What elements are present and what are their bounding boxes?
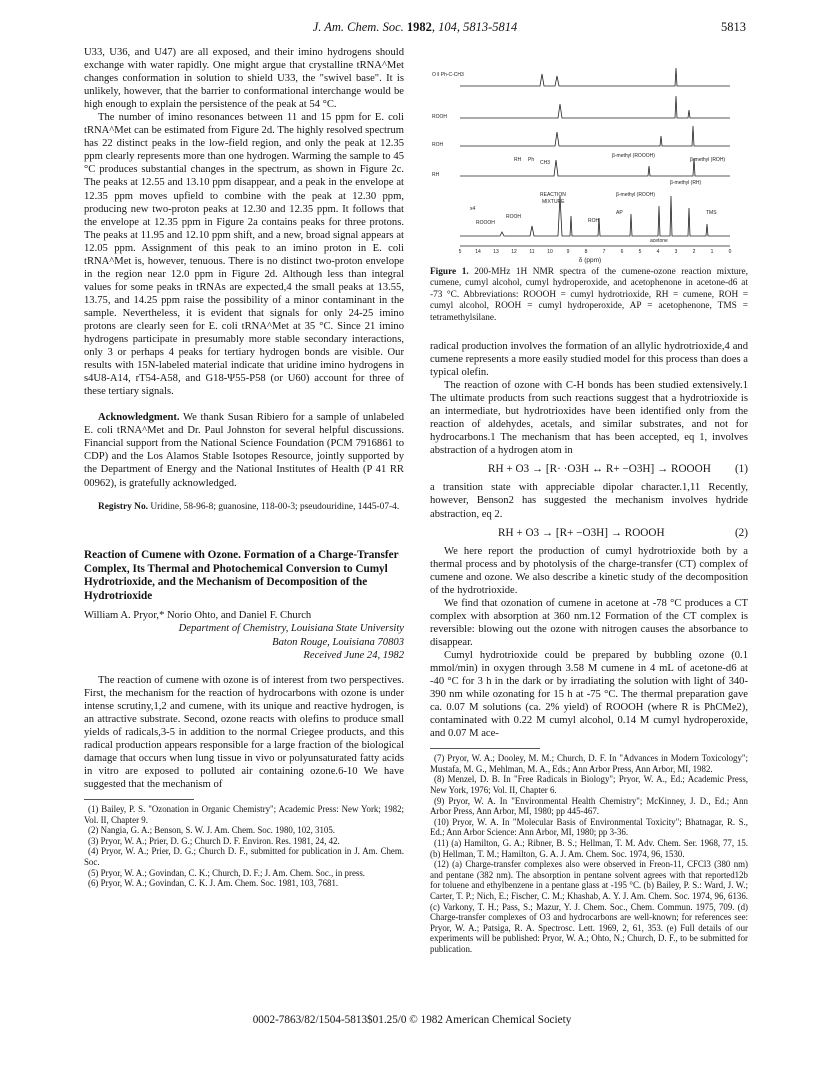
annotation-rh: RH	[514, 157, 522, 163]
trace-label-rh: RH	[432, 172, 440, 178]
annotation-rooooh: ROOOH	[476, 220, 495, 226]
page-number: 5813	[721, 20, 746, 34]
footnote: (6) Pryor, W. A.; Govindan, C. K. J. Am. Chem. Soc. 1981, 103, 7681.	[88, 878, 339, 889]
annotation-acetone: acetone	[650, 238, 668, 244]
registry-numbers	[84, 502, 404, 514]
equation-2	[430, 525, 748, 541]
annotation-reaction: REACTION	[540, 192, 566, 198]
trace-label-acetophenone: O ‖ Ph-C-CH3	[432, 72, 464, 78]
annotation-rooh: ROOH	[506, 214, 521, 220]
running-header	[84, 20, 746, 40]
spectrum-trace-acetophenone	[460, 68, 730, 86]
page-footer: 0002-7863/82/1504-5813$01.25/0 © 1982 American Chemical Society	[252, 1014, 572, 1026]
x-axis-label: δ (ppm)	[578, 257, 602, 264]
x-tick-label: 4	[656, 249, 660, 255]
paragraph: U33, U36, and U47) are all exposed, and their imino hydrogens should exchange with water rapidly. One might argue that crystalline tRNA^Met changes conformation in solution to shield U33, the "swivel base". It is unlikely, however, that the barrier to conformational interchange would be high enough to explain the persistence of the peak at 54 °C.	[84, 47, 404, 111]
paragraph: We here report the production of cumyl hydrotrioxide both by a thermal process and by photolysis of the charge-transfer (CT) complex of cumene and ozone. We also describe a kinetic study of the decomposition of the hydrotrioxide.	[430, 545, 748, 596]
trace-label-rooh: ROOH	[432, 114, 447, 120]
annotation-beta-methyl-rh: β-methyl (RH)	[670, 180, 702, 186]
annotation-ch3: CH3	[540, 160, 551, 166]
x-tick-label: 0	[728, 249, 732, 255]
x-axis-ticks	[459, 249, 732, 255]
annotation-tms: TMS	[706, 210, 717, 216]
x-tick-label: 10	[547, 249, 553, 255]
trace-label-roh: ROH	[432, 142, 444, 148]
paragraph: The reaction of ozone with C-H bonds has been studied extensively.1 The ultimate products from such reactions suggest that a hydrotrioxide is an intermediate, but hydrotrioxides have been identified only from the reaction of aldehydes, acetals, and similar substrates, and not for hydrocarbons.1 The mechanism that has been accepted, eq 1, involves abstraction of a hydrogen atom in	[430, 380, 748, 457]
acknowledgment-label: Acknowledgment.	[98, 412, 180, 424]
footnote: (9) Pryor, W. A. In "Environmental Health Chemistry"; McKinney, J. D., Ed.; Ann Arbor Press, Ann Arbor, MI, 1980; pp 445-467.	[430, 795, 748, 817]
annotation-ap: AP	[616, 210, 623, 216]
footnote: (7) Pryor, W. A.; Dooley, M. M.; Church, D. F. In "Advances in Modern Toxicology"; Mustafa, M. G., Mehlman, M. A., Eds.; Ann Arbor Press, Ann Arbor, MI, 1982.	[430, 753, 748, 774]
paragraph: a transition state with appreciable dipolar character.1,11 Recently, however, Benson2 has suggested the mechanism involves hydride abstraction, eq 2.	[430, 482, 748, 520]
footnote: (11) (a) Hamilton, G. A.; Ribner, B. S.; Hellman, T. M. Adv. Chem. Ser. 1968, 77, 15. (b) Hellman, T. M.; Hamilton, G. A. J. Am. Chem. Soc. 1974, 96, 1530.	[430, 838, 748, 859]
x-tick-label: 3	[674, 249, 678, 255]
x-tick-label: 8	[584, 249, 588, 255]
annotation-mixture: MIXTURE	[542, 199, 565, 205]
equation-1-body: RH + O3 → [R· ·O3H ↔ R+ −O3H] → ROOOH	[488, 463, 711, 476]
x-tick-label: 12	[511, 249, 517, 255]
footnote: (5) Pryor, W. A.; Govindan, C. K.; Church, D. F.; J. Am. Chem. Soc., in press.	[88, 867, 366, 878]
paragraph: The number of imino resonances between 11 and 15 ppm for E. coli tRNA^Met can be estimated from Figure 2d. The highly resolved spectrum has 22 distinct peaks in the low-field region, and only the peak at 12.35 ppm clearly represents more than one hydrogen. Warming the sample to 45 °C produces substantial changes in the spectrum, as shown in Figure 2c. The peaks at 12.55 and 13.10 ppm disappear, and a peak in the envelope at 12.35 ppm moves upfield to combine with the peak at 12.30 ppm, producing new two-proton peaks at 12.30 and 12.35 ppm. It follows that the envelope at 12.35 ppm in Figure 2a contains peaks for three protons. The peaks at 11.95 and 12.10 ppm shift, and a new, broad signal appears at 12.05 ppm. Assignment of this peak to an imino proton in E. coli tRNA^Met is, however, tenuous. There is no distinct two-proton envelope in the region near 12.0 ppm in Figure 2d. Although less than integral values for some peaks in tRNAs are expected,4 the small peaks at 13.55, 13.75, and 14.25 ppm raise the possibility of a minor contaminant in the sample. Nevertheless, it is evident that signals for only 24-25 imino protons are clearly seen for E. coli tRNA^Met at 35 °C. Since 21 imino hydrogens participate in presumably more stable secondary interactions, only 3 or perhaps 4 peaks for tertiary hydrogen bonds are visible. Our results with 15N-labeled material indicate that uridine imino hydrogens in s4U8-A14, rT54-A58, and G18-Ψ55-P58 (or U60) account for three of these tertiary signals.	[84, 112, 404, 398]
x-tick-label: 13	[493, 249, 499, 255]
paragraph: Cumyl hydrotrioxide could be prepared by bubbling ozone (0.1 mmol/min) in oxygen through 3.58 M cumene in 4 mL of acetone-d6 at -40 °C for 3 h in the dark or by irradiating the solution with light of 340-390 nm while ozonating for 15 h at -75 °C. The thermal preparation gave ca. 0.07 M solutions (ca. 2% yield) of ROOOH (where R is PhCMe2), contaminated with 0.22 M cumyl alcohol, 0.14 M cumyl hydroperoxide, and 0.07 M ace-	[430, 649, 748, 740]
footnotes-right	[430, 753, 748, 954]
footnote: (1) Bailey, P. S. "Ozonation in Organic Chemistry"; Academic Press: New York; 1982; Vol. II, Chapter 9.	[84, 804, 404, 825]
figure-1	[430, 46, 748, 336]
x-tick-label: 14	[475, 249, 481, 255]
registry-label: Registry No.	[98, 501, 148, 512]
footnote-divider	[84, 799, 194, 800]
x-tick-label: 7	[602, 249, 606, 255]
paragraph: radical production involves the formation of an allylic hydrotrioxide,4 and cumene represents a more easily studied model for this process than does a typical olefin.	[430, 341, 748, 379]
footnote: (2) Nangia, G. A.; Benson, S. W. J. Am. Chem. Soc. 1980, 102, 3105.	[88, 825, 336, 836]
footnote: (12) (a) Charge-transfer complexes also were observed in Freon-11, CFCl3 (380 nm) and pentane (382 nm). The absorption in pentane solvent agrees with that reported12b for toluene and ethylbenzene in a pentane glass at -195 °C. (b) Bailey, P. S.: Ward, J. W.; Carter, T. P.; Nich, E.; Fischer, C. M.; Khashab, A. Y. J. Am. Chem. Soc. 1974, 96, 6136. (c) Varkony, T. H.; Pass, S.; Mazur, Y. J. Chem. Soc., Chem. Commun. 1975, 709. (d) Charge-transfer complexes of O3 and hydrocarbons are well-known; for references see: Pryor, W. A.; Patsiga, R. A. Spectrosc. Lett. 1969, 2, 61, 353. (e) Full details of our experiments will be published: Pryor, W. A.; Ohto, N.; Church, D. F., to be submitted for publication.	[430, 859, 748, 954]
affiliation-department: Department of Chemistry, Louisiana State University	[178, 623, 404, 635]
footnote: (3) Pryor, W. A.; Prier, D. G.; Church D. F. Environ. Res. 1981, 24, 42.	[88, 835, 340, 846]
article-authors: William A. Pryor,* Norio Ohto, and Daniel F. Church	[84, 610, 312, 622]
affiliation-address: Baton Rouge, Louisiana 70803	[272, 636, 404, 648]
equation-1	[430, 461, 748, 477]
x-tick-label: 2	[692, 249, 696, 255]
figure-caption	[430, 267, 748, 324]
annotation-beta-methyl-roh: β-methyl (ROH)	[690, 157, 726, 163]
equation-2-body: RH + O3 → [R+ −O3H] → ROOOH	[498, 526, 665, 539]
spectrum-trace-rooh	[460, 96, 730, 118]
paragraph: The reaction of cumene with ozone is of interest from two perspectives. First, the mechanism for the reaction of hydrocarbons with ozone is under intense scrutiny,1,2 and cumene, with its unique and reactive hydrogen, is an attractive substrate. Second, ozone reacts with olefins to produce small yields of radicals,3-5 in addition to the normal Criegee products, and this radical production appears responsible for a large fraction of the biological damage that occurs when lung tissue in vivo or polyunsaturated fatty acids in vitro are exposed to polluted air containing ozone.6-10 We have suggested that the mechanism of	[84, 674, 404, 790]
footnote: (8) Menzel, D. B. In "Free Radicals in Biology"; Pryor, W. A., Ed.; Academic Press, New York, 1976; Vol. II, Chapter 6.	[430, 774, 748, 796]
right-column	[430, 340, 748, 955]
journal-year: 1982	[406, 20, 432, 34]
x-tick-label: 1	[710, 249, 714, 255]
equation-1-number: (1)	[734, 463, 748, 476]
annotation-beta-methyl-rooooh: β-methyl (ROOOH)	[612, 153, 655, 159]
journal-name: J. Am. Chem. Soc.	[312, 20, 404, 34]
annotation-roh: ROH	[588, 218, 600, 224]
annotation-ph: Ph	[528, 157, 535, 163]
left-column	[84, 46, 404, 889]
journal-citation	[84, 20, 746, 35]
spectrum-trace-reaction-mixture	[460, 196, 730, 236]
equation-2-number: (2)	[734, 526, 748, 539]
footnotes-left	[84, 804, 404, 889]
acknowledgment	[84, 411, 404, 489]
x-tick-label: 11	[529, 249, 535, 255]
received-date: Received June 24, 1982	[303, 649, 404, 661]
spectrum-trace-roh	[460, 126, 730, 146]
paragraph: We find that ozonation of cumene in acetone at -78 °C produces a CT complex with absorption at 360 nm.12 Formation of the CT complex is reversible: blowing out the ozone with nitrogen causes the absorbance to disappear.	[430, 597, 748, 648]
caption-label: Figure 1.	[430, 267, 469, 277]
registry-text: Uridine, 58-96-8; guanosine, 118-00-3; pseudouridine, 1445-07-4.	[148, 501, 400, 512]
acknowledgment-text: We thank Susan Ribiero for a sample of unlabeled E. coli tRNA^Met and Dr. Paul Johnston for several helpful discussions. Financial support from the National Science Foundation (PCM 7916861 to CDP) and the Los Alamos Stable Isotopes Resource, jointly supported by the Department of Energy and the National Institutes of Health (P 41 RR 00962), is gratefully acknowledged.	[84, 412, 404, 489]
annotation-beta-methyl-rooh: β-methyl (ROOH)	[616, 192, 655, 198]
caption-text: 200-MHz 1H NMR spectra of the cumene-ozone reaction mixture, cumene, cumyl alcohol, cumyl hydroperoxide, and acetophenone in acetone-d6 at -73 °C. Abbreviations: ROOOH = cumyl hydrotrioxide, RH = cumene, ROH = cumyl alcohol, ROOH = cumyl hydroperoxide, AP = acetophenone, TMS = tetramethylsilane.	[430, 267, 749, 323]
footnote: (10) Pryor, W. A. In "Molecular Basis of Environmental Toxicity"; Bhatnagar, R. S., Ed.; Ann Arbor Science: Ann Arbor, MI, 1980; pp 3-36.	[430, 816, 748, 838]
footnote-divider	[430, 748, 540, 749]
footnote: (4) Pryor, W. A.; Prier, D. G.; Church D. F., submitted for publication in J. Am. Chem. Soc.	[84, 846, 404, 867]
x-tick-label: 5	[458, 249, 462, 255]
x-tick-label: 9	[566, 249, 570, 255]
nmr-spectra-plot	[430, 46, 748, 266]
x-tick-label: 6	[620, 249, 624, 255]
article-title: Reaction of Cumene with Ozone. Formation of a Charge-Transfer Complex, Its Thermal and Photochemical Conversion to Cumyl Hydrotrioxide, and the Mechanism of Decomposition of the Hydrotrioxide	[84, 549, 399, 602]
x-tick-label: 5	[638, 249, 642, 255]
journal-volume: , 104, 5813-5814	[431, 20, 518, 34]
annotation-x4: x4	[470, 206, 476, 212]
